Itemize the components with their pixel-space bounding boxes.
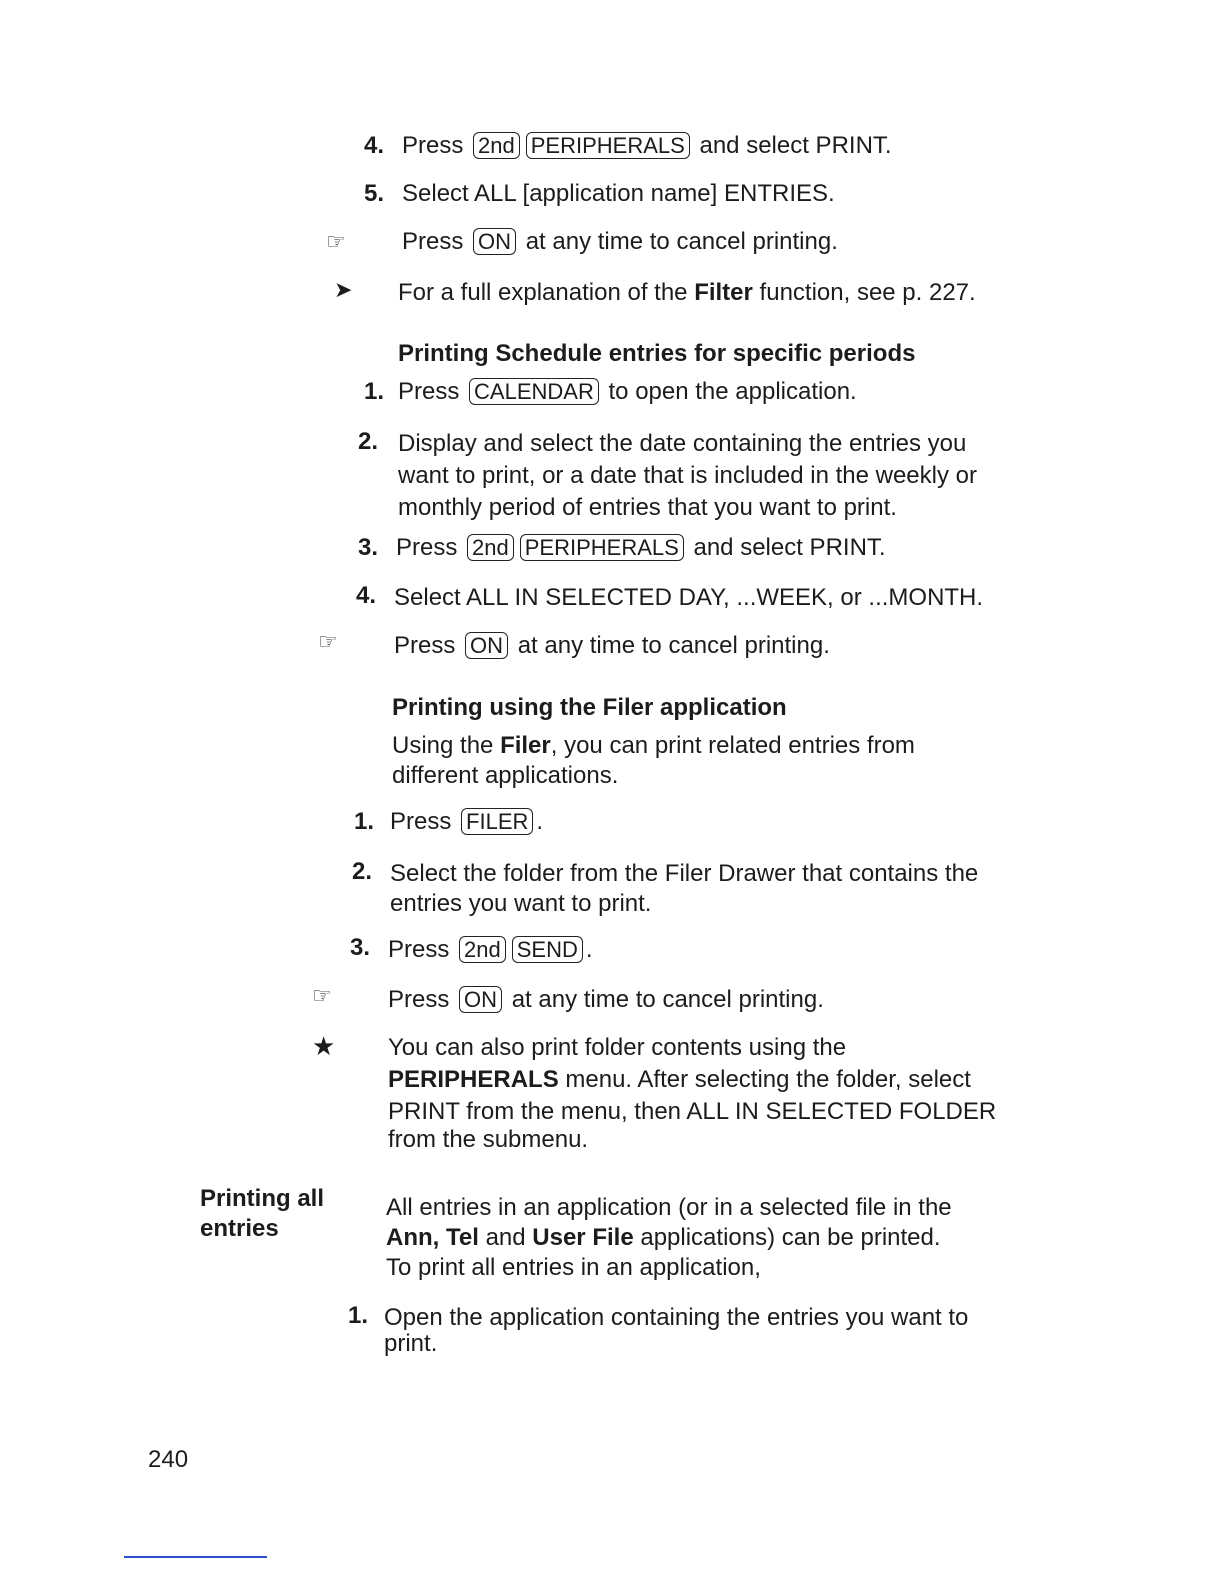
step-number: 1. — [354, 808, 375, 835]
star-icon: ★ — [312, 1031, 336, 1061]
body-text: All entries in an application (or in a selected file in the — [386, 1194, 952, 1221]
section-heading: Printing using the Filer application — [392, 694, 787, 721]
intro-text: different applications. — [392, 762, 619, 789]
body-text: To print all entries in an application, — [386, 1254, 761, 1281]
note-text: PRINT from the menu, then ALL IN SELECTED FOLDER — [388, 1098, 997, 1125]
tip-text: Press ON at any time to cancel printing. — [394, 632, 830, 659]
step-number: 3. — [350, 934, 371, 961]
margin-heading: entries — [200, 1215, 279, 1242]
step-number: 4. — [364, 132, 385, 159]
margin-heading: Printing all — [200, 1185, 325, 1212]
step-number: 5. — [364, 180, 385, 207]
step-text: entries you want to print. — [390, 890, 652, 917]
key-on: ON — [473, 228, 516, 255]
step-number: 3. — [358, 534, 379, 561]
step-text: Display and select the date containing the entries you — [398, 430, 967, 457]
arrow-icon: ➤ — [334, 277, 353, 302]
tip-text: Press ON at any time to cancel printing. — [388, 986, 824, 1013]
step-text: monthly period of entries that you want to print. — [398, 494, 897, 521]
key-2nd: 2nd — [467, 534, 514, 561]
body-text: Ann, Tel and User File applications) can be printed. — [386, 1224, 941, 1251]
step-number: 4. — [356, 582, 377, 609]
key-on: ON — [459, 986, 502, 1013]
step-text: Press 2nd SEND . — [388, 936, 593, 963]
step-text: Press 2nd PERIPHERALS and select PRINT. — [402, 132, 892, 159]
section-heading: Printing Schedule entries for specific periods — [398, 340, 916, 367]
key-2nd: 2nd — [459, 936, 506, 963]
key-2nd: 2nd — [473, 132, 520, 159]
note-text: from the submenu. — [388, 1126, 589, 1153]
tip-text: Press ON at any time to cancel printing. — [402, 228, 838, 255]
note-text: PERIPHERALS menu. After selecting the folder, select — [388, 1066, 971, 1093]
pointing-hand-icon: ☞ — [318, 629, 338, 654]
key-on: ON — [465, 632, 508, 659]
page-number: 240 — [148, 1446, 189, 1473]
step-number: 1. — [348, 1302, 369, 1329]
pointing-hand-icon: ☞ — [312, 983, 332, 1008]
step-text: Select ALL [application name] ENTRIES. — [402, 180, 835, 207]
step-text: Select the folder from the Filer Drawer that contains the — [390, 860, 979, 887]
key-peripherals: PERIPHERALS — [526, 132, 690, 159]
key-calendar: CALENDAR — [469, 378, 599, 405]
step-text: print. — [384, 1330, 438, 1357]
key-send: SEND — [512, 936, 583, 963]
key-peripherals: PERIPHERALS — [520, 534, 684, 561]
step-text: want to print, or a date that is included in the weekly or — [398, 462, 977, 489]
step-text: Select ALL IN SELECTED DAY, ...WEEK, or ...MONTH. — [394, 584, 984, 611]
step-text: Open the application containing the entries you want to — [384, 1304, 969, 1331]
step-number: 2. — [352, 858, 373, 885]
step-text: Press FILER . — [390, 808, 544, 835]
step-text: Press CALENDAR to open the application. — [398, 378, 857, 405]
footer-rule — [124, 1556, 267, 1558]
step-number: 2. — [358, 428, 379, 455]
note-text: You can also print folder contents using the — [388, 1034, 847, 1061]
reference-text: For a full explanation of the Filter function, see p. 227. — [398, 279, 976, 306]
key-filer: FILER — [461, 808, 533, 835]
pointing-hand-icon: ☞ — [326, 229, 346, 254]
step-text: Press 2nd PERIPHERALS and select PRINT. — [396, 534, 886, 561]
step-number: 1. — [364, 378, 385, 405]
intro-text: Using the Filer, you can print related entries from — [392, 732, 915, 759]
